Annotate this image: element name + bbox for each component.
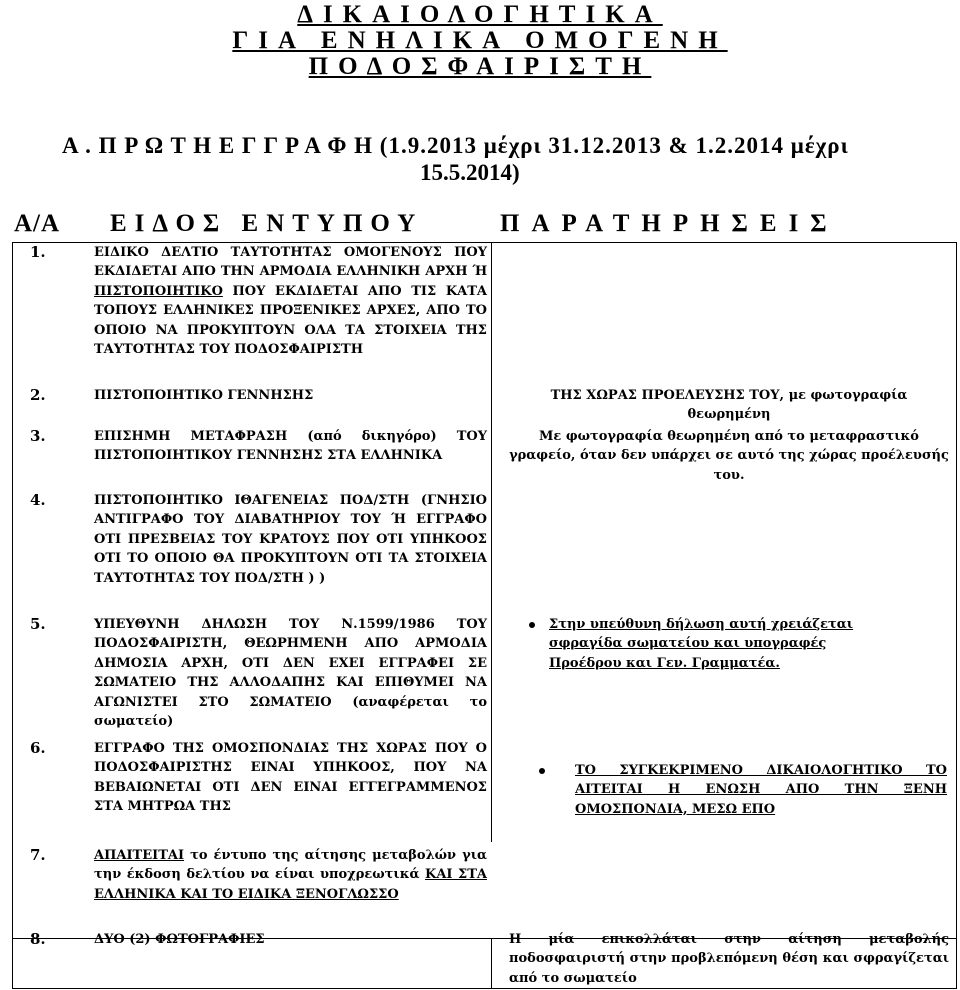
bullet-icon (529, 622, 535, 628)
row-number-3: 3. (30, 427, 46, 445)
row-number-2: 2. (30, 386, 46, 404)
column-header-remarks: ΠΑΡΑΤΗΡΗΣΕΙΣ (500, 210, 839, 237)
row-number-7: 7. (30, 846, 46, 864)
row-5-text: ΥΠΕΥΘΥΝΗ ΔΗΛΩΣΗ ΤΟΥ Ν.1599/1986 ΤΟΥ ΠΟΔΟΣΦΑΙΡΙΣΤΗ, ΘΕΩΡΗΜΕΝΗ ΑΠΟ ΑΡΜΟΔΙΑ ΔΗΜΟΣΙΑ ΑΡΧΗ, ΟΤΙ ΔΕΝ ΕΧΕΙ ΕΓΓΡΑΦΕΙ ΣΕ ΣΩΜΑΤΕΙΟ ΤΗΣ ΑΛΛΟΔΑΠΗΣ ΚΑΙ ΕΠΙΘΥΜΕΙ ΝΑ ΑΓΩΝΙΣΤΕΙ ΣΤΟ ΣΩΜΑΤΕΙΟ (αναφέρεται το σωματείο) (94, 617, 487, 730)
row-number-1: 1. (30, 243, 46, 261)
row-3-remark: Με φωτογραφία θεωρημένη από το μεταφραστικό γραφείο, όταν δεν υπάρχει σε αυτό της χώρας προέλευσής του. (509, 429, 949, 483)
row-6-remark: ΤΟ ΣΥΓΚΕΚΡΙΜΕΝΟ ΔΙΚΑΙΟΛΟΓΗΤΙΚΟ ΤΟ ΑΙΤΕΙΤΑΙ Η ΕΝΩΣΗ ΑΠΟ ΤΗΝ ΞΕΝΗ ΟΜΟΣΠΟΝΔΙΑ, ΜΕΣΩ ΕΠΟ (575, 763, 947, 817)
title-line-2: ΓΙΑ ΕΝΗΛΙΚΑ ΟΜΟΓΕΝΗ (232, 27, 728, 54)
title-line-1: ΔΙΚΑΙΟΛΟΓΗΤΙΚΑ (297, 1, 663, 28)
row-7-text: ΑΠΑΙΤΕΙΤΑΙ το έντυπο της αίτησης μεταβολών για την έκδοση δελτίου να είναι υποχρεωτικά ΚΑΙ ΣΤΑ ΕΛΛΗΝΙΚΑ ΚΑΙ ΤΟ ΕΙΔΙΚΑ ΞΕΝΟΓΛΩΣΣΟ (94, 848, 487, 902)
table-border-right (956, 242, 957, 989)
row-5-remark: Στην υπεύθυνη δήλωση αυτή χρειάζεται σφραγίδα σωματείου και υπογραφές Προέδρου και Γεν. Γραμματέα. (549, 617, 854, 671)
row-8-text: ΔΥΟ (2) ΦΩΤΟΓΡΑΦΙΕΣ (94, 932, 265, 947)
bullet-icon (539, 768, 545, 774)
section-heading-line-1: Α . Π Ρ Ω Τ Η Ε Γ Γ Ρ Α Φ Η (1.9.2013 μέχρι 31.12.2013 & 1.2.2014 μέχρι (62, 133, 849, 158)
row-number-5: 5. (30, 615, 46, 633)
column-header-aa: Α/Α (14, 210, 61, 237)
section-heading-line-2: 15.5.2014) (420, 160, 520, 185)
row-3-text: ΕΠΙΣΗΜΗ ΜΕΤΑΦΡΑΣΗ (από δικηγόρο) ΤΟΥ ΠΙΣΤΟΠΟΙΗΤΙΚΟΥ ΓΕΝΝΗΣΗΣ ΣΤΑ ΕΛΛΗΝΙΚΑ (94, 429, 487, 464)
column-divider (491, 242, 492, 842)
row-8-remark: Η μία επικολλάται στην αίτηση μεταβολής ποδοσφαιριστή στην προβλεπόμενη θέση και σφραγίζεται από το σωματείο (509, 932, 949, 986)
row-number-4: 4. (30, 491, 46, 509)
row-2-remark: ΤΗΣ ΧΩΡΑΣ ΠΡΟΕΛΕΥΣΗΣ ΤΟΥ, με φωτογραφία θεωρημένη (550, 388, 908, 423)
column-header-type: ΕΙΔΟΣ ΕΝΤΥΠΟΥ (110, 210, 424, 237)
row-1-text: ΕΙΔΙΚΟ ΔΕΛΤΙΟ ΤΑΥΤΟΤΗΤΑΣ ΟΜΟΓΕΝΟΥΣ ΠΟΥ ΕΚΔΙΔΕΤΑΙ ΑΠΟ ΤΗΝ ΑΡΜΟΔΙΑ ΕΛΛΗΝΙΚΗ ΑΡΧΗ Ή ΠΙΣΤΟΠΟΙΗΤΙΚΟ ΠΟΥ ΕΚΔΙΔΕΤΑΙ ΑΠΟ ΤΙΣ ΚΑΤΑ ΤΟΠΟΥΣ ΕΛΛΗΝΙΚΕΣ ΠΡΟΞΕΝΙΚΕΣ ΑΡΧΕΣ, ΑΠΟ ΤΟ ΟΠΟΙΟ ΝΑ ΠΡΟΚΥΠΤΟΥΝ ΟΛΑ ΤΑ ΣΤΟΙΧΕΙΑ ΤΗΣ ΤΑΥΤΟΤΗΤΑΣ ΤΟΥ ΠΟΔΟΣΦΑΙΡΙΣΤΗ (94, 245, 487, 358)
table-border-left (12, 242, 13, 989)
row-4-text: ΠΙΣΤΟΠΟΙΗΤΙΚΟ ΙΘΑΓΕΝΕΙΑΣ ΠΟΔ/ΣΤΗ (ΓΝΗΣΙΟ ΑΝΤΙΓΡΑΦΟ ΤΟΥ ΔΙΑΒΑΤΗΡΙΟΥ ΤΟΥ Ή ΕΓΓΡΑΦΟ ΟΤΙ ΠΡΕΣΒΕΙΑΣ ΤΟΥ ΚΡΑΤΟΥΣ ΠΟΥ ΟΤΙ ΥΠΗΚΟΟΣ ΟΤΙ ΤΟ ΟΠΟΙΟ ΘΑ ΠΡΟΚΥΠΤΟΥΝ ΟΤΙ ΤΑ ΣΤΟΙΧΕΙΑ ΤΑΥΤΟΤΗΤΑΣ ΤΟΥ ΠΟΔ/ΣΤΗ ) ) (94, 493, 487, 586)
row-number-8: 8. (30, 930, 46, 948)
row-2-text: ΠΙΣΤΟΠΟΙΗΤΙΚΟ ΓΕΝΝΗΣΗΣ (94, 388, 314, 403)
title-line-3: ΠΟΔΟΣΦΑΙΡΙΣΤΗ (308, 53, 652, 80)
row-6-text: ΕΓΓΡΑΦΟ ΤΗΣ ΟΜΟΣΠΟΝΔΙΑΣ ΤΗΣ ΧΩΡΑΣ ΠΟΥ Ο ΠΟΔΟΣΦΑΙΡΙΣΤΗΣ ΕΙΝΑΙ ΥΠΗΚΟΟΣ, ΠΟΥ ΝΑ ΒΕΒΑΙΩΝΕΤΑΙ ΟΤΙ ΔΕΝ ΕΙΝΑΙ ΕΓΓΕΓΡΑΜΜΕΝΟΣ ΣΤΑ ΜΗΤΡΩΑ ΤΗΣ (94, 741, 487, 815)
row-number-6: 6. (30, 739, 46, 757)
column-divider-last (491, 938, 492, 988)
